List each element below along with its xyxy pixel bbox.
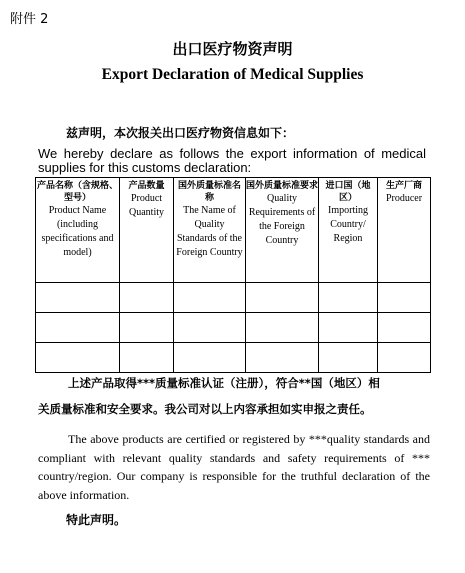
- header-producer: [378, 178, 431, 283]
- certification-paragraph-chinese-line2: 关质量标准和安全要求。我公司对以上内容承担如实申报之责任。: [38, 402, 372, 416]
- certification-paragraph-chinese-line1: 上述产品取得***质量标准认证（注册），符合**国（地区）相: [68, 376, 380, 390]
- header-standard-name-en: The Name of Quality Standards of the Foreign Country: [176, 205, 243, 258]
- table-header-row: [36, 178, 431, 283]
- header-standard-name: [174, 178, 246, 283]
- certification-paragraph-english: The above products are certified or registered by ***quality standards and compliant with relevant quality standards and safety requirements of *** country/region. Our company is responsible for the truthful declaration of the above information.: [38, 432, 430, 502]
- header-product-name-cn: 产品名称（含规格、型号）: [36, 181, 118, 203]
- export-info-table: [35, 177, 431, 373]
- table-row: [36, 343, 431, 373]
- header-importing-country-cn: 进口国（地区）: [325, 181, 371, 203]
- title-chinese: 出口医疗物资声明: [172, 40, 293, 58]
- table-cell[interactable]: [378, 283, 431, 313]
- table-row: [36, 313, 431, 343]
- table-cell[interactable]: [319, 313, 378, 343]
- title-english: Export Declaration of Medical Supplies: [101, 66, 364, 83]
- header-quality-requirements-cn: 国外质量标准要求: [246, 181, 319, 191]
- table-cell[interactable]: [174, 343, 246, 373]
- header-product-quantity-cn: 产品数量: [128, 181, 165, 191]
- table-cell[interactable]: [36, 343, 120, 373]
- header-importing-country-en: Importing Country/ Region: [328, 205, 368, 244]
- declaration-intro-english-line1: We hereby declare as follows the export information of medical: [38, 146, 426, 161]
- annex-label: 附件 2: [10, 12, 49, 27]
- table-cell[interactable]: [246, 343, 319, 373]
- header-standard-name-cn: 国外质量标准名称: [177, 181, 241, 203]
- table-cell[interactable]: [120, 283, 174, 313]
- table-row: [36, 283, 431, 313]
- table-cell[interactable]: [319, 343, 378, 373]
- header-product-name-en: Product Name (including specifications and model): [41, 205, 114, 258]
- header-product-quantity-en: Product Quantity: [129, 193, 164, 218]
- header-importing-country: [319, 178, 378, 283]
- closing-statement: 特此声明。: [66, 513, 127, 527]
- table-cell[interactable]: [378, 313, 431, 343]
- declaration-intro-chinese: 兹声明，本次报关出口医疗物资信息如下：: [66, 126, 295, 140]
- header-producer-cn: 生产厂商: [385, 181, 422, 191]
- table-cell[interactable]: [174, 283, 246, 313]
- table-cell[interactable]: [174, 313, 246, 343]
- table-cell[interactable]: [36, 313, 120, 343]
- table-cell[interactable]: [246, 283, 319, 313]
- table-cell[interactable]: [36, 283, 120, 313]
- header-quality-requirements-en: Quality Requirements of the Foreign Country: [248, 193, 316, 246]
- header-quality-requirements: [246, 178, 319, 283]
- table-cell[interactable]: [120, 343, 174, 373]
- declaration-intro-english-line2: supplies for this customs declaration:: [38, 160, 252, 175]
- header-product-name: [36, 178, 120, 283]
- table-cell[interactable]: [319, 283, 378, 313]
- header-producer-en: Producer: [385, 193, 423, 204]
- table-cell[interactable]: [246, 313, 319, 343]
- header-product-quantity: [120, 178, 174, 283]
- table-cell[interactable]: [378, 343, 431, 373]
- table-cell[interactable]: [120, 313, 174, 343]
